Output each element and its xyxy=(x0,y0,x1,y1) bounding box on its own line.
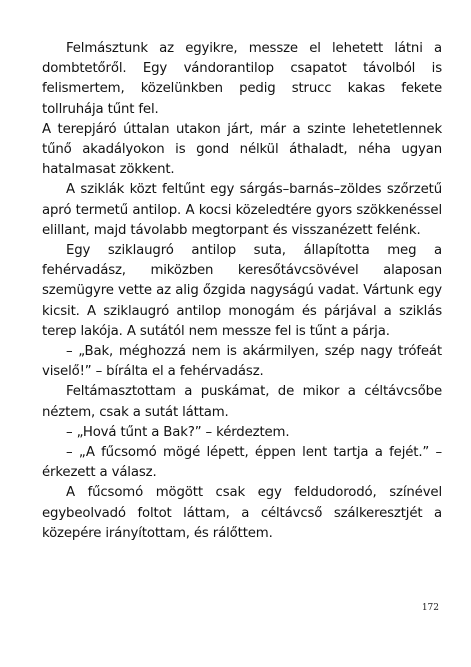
paragraph: Egy sziklaugró antilop suta, állapította meg a fehérvadász, miközben keresőtávcsövével alaposan szemügyre vette az alig őzgida nagyságú vadat. Vártunk egy kicsit. A sziklaugró antilop monogám és párjával a sziklás terep lakója. A sutától nem messze fel is tűnt a párja. xyxy=(42,243,442,339)
paragraph: Feltámasztottam a puskámat, de mikor a céltávcsőbe néztem, csak a sutát láttam. xyxy=(42,384,442,420)
page-body xyxy=(42,39,442,544)
page-number: 172 xyxy=(421,603,439,613)
dialogue-paragraph: – „Bak, méghozzá nem is akármilyen, szép nagy trófeát viselő!” – bírálta el a fehérvadász. xyxy=(42,344,442,380)
paragraph: A fűcsomó mögött csak egy feldudorodó, színével egybeolvadó foltot láttam, a céltávcső szálkeresztjét a közepére irányítottam, és rálőttem. xyxy=(42,485,442,541)
dialogue-paragraph: – „Hová tűnt a Bak?” – kérdeztem. xyxy=(66,424,290,440)
paragraph: A sziklák közt feltűnt egy sárgás–barnás–zöldes szőrzetű apró termetű antilop. A kocsi közeledtére gyors szökkenéssel elillant, majd távolabb megtorpant és visszanézett felénk. xyxy=(42,182,442,238)
paragraph: A terepjáró úttalan utakon járt, már a szinte lehetetlennek tűnő akadályokon is gond nélkül áthaladt, néha ugyan hatalmasat zökkent. xyxy=(42,121,442,178)
paragraph: Felmásztunk az egyikre, messze el lehetett látni a dombtetőről. Egy vándorantilop csapatot távolból is felismertem, közelünkben pedig strucc kakas fekete tollruhája tűnt fel. xyxy=(42,41,442,117)
dialogue-paragraph: – „A fűcsomó mögé lépett, éppen lent tartja a fejét.” – érkezett a válasz. xyxy=(42,445,442,481)
